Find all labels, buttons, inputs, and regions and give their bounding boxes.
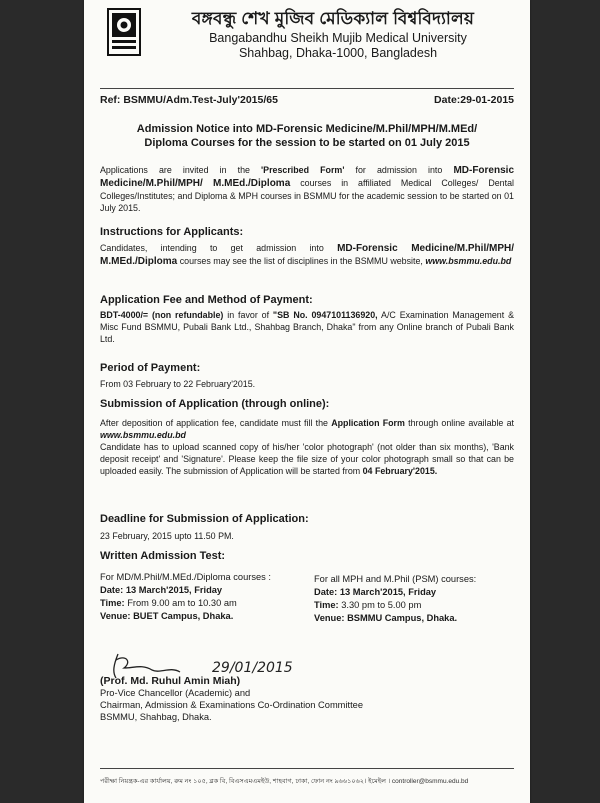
university-logo <box>106 7 142 57</box>
university-address: Shahbag, Dhaka-1000, Bangladesh <box>238 46 438 60</box>
submission-paragraph: After deposition of application fee, candidate must fill the Application Form through online available at www.bsmmu.edu.bd Candidate has to upload scanned copy of his/her 'color photograph' (not older than six months), 'Bank deposit receipt' and 'Signature'. Please keep the file size of your color photograph small so that can be uploaded easily. The submission of Application will be started from 04 February'2015. <box>100 418 514 476</box>
reference-number: Ref: BSMMU/Adm.Test-July'2015/65 <box>100 94 278 106</box>
test-right-date: Date: 13 March'2015, Friday <box>314 587 437 597</box>
notice-title <box>100 122 514 150</box>
test-left-time: Time: From 9.00 am to 10.30 am <box>100 598 237 608</box>
test-right-venue: Venue: BSMMU Campus, Dhaka. <box>314 613 458 623</box>
signatory-block <box>100 675 514 723</box>
test-left-venue: Venue: BUET Campus, Dhaka. <box>100 611 234 621</box>
notice-title-line-2: Diploma Courses for the session to be started on 01 July 2015 <box>144 137 470 149</box>
period-text: From 03 February to 22 February'2015. <box>100 379 256 389</box>
signatory-name: (Prof. Md. Ruhul Amin Miah) <box>100 675 241 687</box>
deadline-heading: Deadline for Submission of Application: <box>100 513 309 525</box>
university-name: Bangabandhu Sheikh Mujib Medical University <box>209 31 467 45</box>
test-schedule-right <box>314 573 514 625</box>
instructions-heading: Instructions for Applicants: <box>100 226 244 238</box>
test-left-courses: For MD/M.Phil/M.MEd./Diploma courses : <box>100 572 271 582</box>
submission-heading: Submission of Application (through online): <box>100 398 330 410</box>
header-rule <box>100 88 514 89</box>
intro-paragraph: Applications are invited in the 'Prescribed Form' for admission into MD-Forensic Medicine/M.Phil/MPH/ M.MEd./Diploma courses in affiliated Medical Colleges/ Dental Colleges/Institutes; and Diploma & MPH courses in BSMMU for the academic session to be started on 01 July 2015. <box>100 165 514 213</box>
test-right-time: Time: 3.30 pm to 5.00 pm <box>314 600 422 610</box>
period-heading: Period of Payment: <box>100 362 201 374</box>
fee-heading: Application Fee and Method of Payment: <box>100 294 313 306</box>
signatory-address: BSMMU, Shahbag, Dhaka. <box>100 712 212 722</box>
university-name-english <box>158 31 518 61</box>
university-name-bangla: বঙ্গবন্ধু শেখ মুজিব মেডিক্যাল বিশ্ববিদ্যালয় <box>191 9 475 28</box>
signatory-committee: Chairman, Admission & Examinations Co-Ordination Committee <box>100 700 364 710</box>
signatory-title: Pro-Vice Chancellor (Academic) and <box>100 688 251 698</box>
deadline-text: 23 February, 2015 upto 11.50 PM. <box>100 531 234 541</box>
notice-page <box>84 0 530 803</box>
test-heading: Written Admission Test: <box>100 550 226 562</box>
test-right-courses: For all MPH and M.Phil (PSM) courses: <box>314 574 477 584</box>
svg-text:29/01/2015: 29/01/2015 <box>212 660 293 676</box>
fee-paragraph: BDT-4000/= (non refundable) in favor of "SB No. 0947101136920, A/C Examination Management & Misc Fund BSMMU, Pubali Bank Ltd., Shahbag Branch, Dhaka" from any Online branch of Pubali Bank Ltd. <box>100 310 514 344</box>
test-left-date: Date: 13 March'2015, Friday <box>100 585 223 595</box>
instructions-paragraph: Candidates, intending to get admission into MD-Forensic Medicine/M.Phil/MPH/ M.MEd./Diploma courses may see the list of disciplines in the BSMMU website, www.bsmmu.edu.bd <box>100 243 515 267</box>
notice-title-line-1: Admission Notice into MD-Forensic Medicine/M.Phil/MPH/M.MEd/ <box>136 123 478 135</box>
notice-date: Date:29-01-2015 <box>434 94 514 106</box>
test-schedule-left <box>100 571 315 623</box>
footer-rule <box>100 768 514 769</box>
footer-contact: পরীক্ষা নিয়ন্ত্রক-এর কার্যালয়, রুম নং ১০৫, ব্লক বি, বিএসএমএমইউ, শাহবাগ, ঢাকা, ফোন নং ৯৬৬১০৬২। ইমেইল । controller@bsmmu.edu.bd <box>100 778 469 785</box>
